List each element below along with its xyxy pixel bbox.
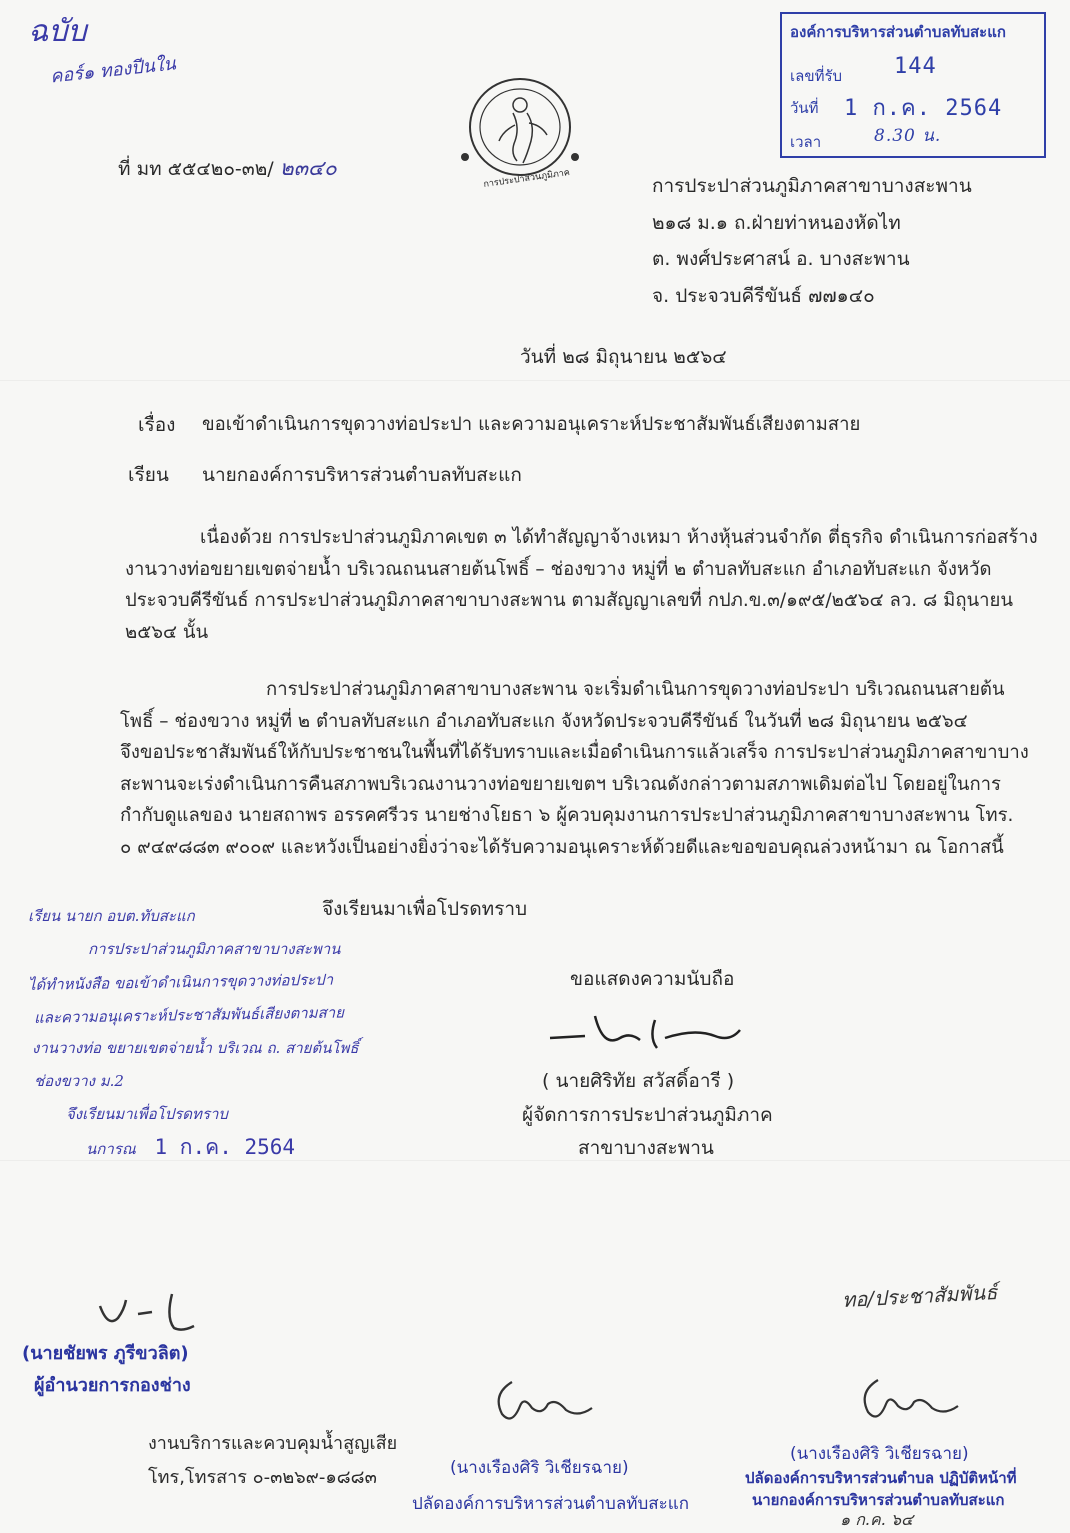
document-number	[118, 152, 337, 185]
clerk-signature-middle	[482, 1374, 602, 1434]
clerk-right-title-2: นายกองค์การบริหารส่วนตำบลทับสะแก	[752, 1491, 1005, 1509]
paragraph-line: จึงขอประชาสัมพันธ์ให้กับประชาชนในพื้นที่ได้รับทราบและเมื่อดำเนินการแล้วเสร็จ การประปาส่วนภูมิภาคสาขาบาง	[120, 742, 1029, 763]
address-line: การประปาส่วนภูมิภาคสาขาบางสะพาน	[652, 175, 972, 197]
memo-date-row	[86, 1131, 359, 1166]
memo-line: จึงเรียนมาเพื่อโปรดทราบ	[66, 1105, 228, 1123]
memo-line: งานวางท่อ ขยายเขตจ่ายน้ำ บริเวณ ถ. สายต้นโพธิ์	[32, 1039, 359, 1057]
received-stamp	[780, 12, 1046, 158]
to-text: นายกองค์การบริหารส่วนตำบลทับสะแก	[202, 464, 522, 486]
paragraph-line: เนื่องด้วย การประปาส่วนภูมิภาคเขต ๓ ได้ทำสัญญาจ้างเหมา ห้างหุ้นส่วนจำกัด ตี่ธุรกิจ ดำเนินการก่อสร้าง	[200, 527, 1038, 548]
sender-address	[652, 168, 972, 314]
footer-dept-line-2: โทร,โทรสาร ๐-๓๒๖๙-๑๘๘๓	[148, 1467, 377, 1488]
regards-line: ขอแสดงความนับถือ	[570, 968, 735, 990]
signer-title-1: ผู้จัดการการประปาส่วนภูมิภาค	[522, 1104, 773, 1126]
subject-text: ขอเข้าดำเนินการขุดวางท่อประปา และความอนุเคราะห์ประชาสัมพันธ์เสียงตามสาย	[202, 414, 861, 435]
clerk-right-name: (นางเรืองศิริ วิเชียรฉาย)	[790, 1444, 969, 1464]
clerk-middle-name: (นางเรืองศิริ วิเชียรฉาย)	[450, 1458, 629, 1478]
corner-handwritten-note	[28, 8, 177, 88]
footer-dept-line-1: งานบริการและควบคุมน้ำสูญเสีย	[148, 1433, 398, 1454]
logo-caption: การประปาส่วนภูมิภาค	[482, 167, 571, 190]
signer-title-2: สาขาบางสะพาน	[578, 1137, 714, 1159]
director-signature	[90, 1288, 210, 1338]
paragraph-line: งานวางท่อขยายเขตจ่ายน้ำ บริเวณถนนสายต้นโพธิ์ – ช่องขวาง หมู่ที่ ๒ ตำบลทับสะแก อำเภอทับสะแก จังหวัด	[125, 558, 992, 580]
stamp-receive-no: 144	[894, 54, 937, 79]
memo-line: การประปาส่วนภูมิภาคสาขาบางสะพาน	[88, 940, 341, 958]
director-title: ผู้อำนวยการกองช่าง	[34, 1375, 191, 1396]
clerk-middle-title: ปลัดองค์การบริหารส่วนตำบลทับสะแก	[412, 1494, 689, 1514]
clerk-signature-right	[848, 1372, 968, 1432]
paragraph-line: ๐ ๙๔๙๘๘๓ ๙๐๐๙ และหวังเป็นอย่างยิ่งว่าจะได้รับความอนุเคราะห์ด้วยดีและขอขอบคุณล่วงหน้ามา ณ โอกาสนี้	[120, 836, 1004, 858]
clerk-right-title-1: ปลัดองค์การบริหารส่วนตำบล ปฏิบัติหน้าที่	[745, 1469, 1017, 1487]
paragraph-line: สะพานจะเร่งดำเนินการคืนสภาพบริเวณงานวางท่อขยายเขตฯ บริเวณดังกล่าวตามสภาพเดิมต่อไป โดยอยู่ในการ	[120, 773, 1001, 795]
memo-line: ได้ทำหนังสือ ขอเข้าดำเนินการขุดวางท่อประปา	[27, 970, 334, 994]
corner-note-line1: ฉบับ	[28, 14, 87, 49]
document-number-handwritten: ๒๓๔๐	[279, 156, 337, 180]
stamp-date-label: วันที่	[790, 99, 819, 117]
memo-line: เรียน นายก อบต.ทับสะแก	[28, 907, 195, 925]
document-number-prefix: ที่ มท ๕๕๔๒๐-๓๒/	[118, 158, 274, 180]
to-label: เรียน	[128, 464, 169, 486]
memo-line: และความอนุเคราะห์ประชาสัมพันธ์เสียงตามสาย	[33, 1003, 345, 1027]
stamp-receive-label: เลขที่รับ	[790, 67, 843, 85]
right-handwritten-note: ทอ/ประชาสัมพันธ์	[841, 1279, 998, 1313]
address-line: ต. พงศ์ประศาสน์ อ. บางสะพาน	[652, 248, 910, 270]
memo-date-prefix: นการณ	[86, 1140, 136, 1158]
address-line: ๒๑๘ ม.๑ ถ.ฝ่ายท่าหนองหัดไท	[652, 211, 901, 234]
stamp-time-value: 8.30 น.	[874, 126, 942, 146]
clerk-right-date: ๑ ก.ค. ๖๔	[840, 1510, 914, 1529]
paragraph-line: โพธิ์ – ช่องขวาง หมู่ที่ ๒ ตำบลทับสะแก อำเภอทับสะแก จังหวัดประจวบคีรีขันธ์ ในวันที่ ๒๘ มิถุนายน ๒๕๖๔	[120, 710, 968, 732]
closing-line: จึงเรียนมาเพื่อโปรดทราบ	[322, 898, 528, 920]
paragraph-line: การประปาส่วนภูมิภาคสาขาบางสะพาน จะเริ่มดำเนินการขุดวางท่อประปา บริเวณถนนสายต้น	[266, 679, 1005, 700]
signer-name: ( นายศิริทัย สวัสดิ์อารี )	[542, 1070, 735, 1092]
paragraph-line: กำกับดูแลของ นายสถาพร อรรคศรีวร นายช่างโยธา ๖ ผู้ควบคุมงานการประปาส่วนภูมิภาคสาขาบางสะพาน โทร.	[120, 805, 1014, 826]
corner-note-line2: คอร์๑ ทองปีนใน	[49, 53, 177, 88]
body-paragraph-1	[125, 522, 1038, 648]
paper-fold-line	[0, 380, 1070, 381]
memo-line: ช่องขวาง ม.2	[34, 1072, 124, 1090]
body-paragraph-2	[120, 674, 1029, 863]
document-date: วันที่ ๒๘ มิถุนายน ๒๕๖๔	[520, 346, 727, 368]
director-name: (นายชัยพร ภูรีขวลิต)	[22, 1343, 189, 1364]
paragraph-line: ๒๕๖๔ นั้น	[125, 621, 209, 643]
paragraph-line: ประจวบคีรีขันธ์ การประปาส่วนภูมิภาคสาขาบางสะพาน ตามสัญญาเลขที่ กปภ.ข.๓/๑๙๕/๒๕๖๔ ลว. ๘ มิถุนายน	[125, 590, 1014, 611]
memo-date-stamp: 1 ก.ค. 2564	[154, 1135, 296, 1159]
stamp-date-value: 1 ก.ค. 2564	[844, 96, 1003, 121]
handwritten-memo	[28, 900, 359, 1166]
stamp-org: องค์การบริหารส่วนตำบลทับสะแก	[790, 23, 1006, 41]
pwa-logo	[455, 75, 585, 189]
address-line: จ. ประจวบคีรีขันธ์ ๗๗๑๔๐	[652, 284, 875, 307]
subject-label: เรื่อง	[138, 414, 176, 436]
stamp-time-label: เวลา	[790, 133, 822, 151]
manager-signature	[545, 1008, 745, 1058]
